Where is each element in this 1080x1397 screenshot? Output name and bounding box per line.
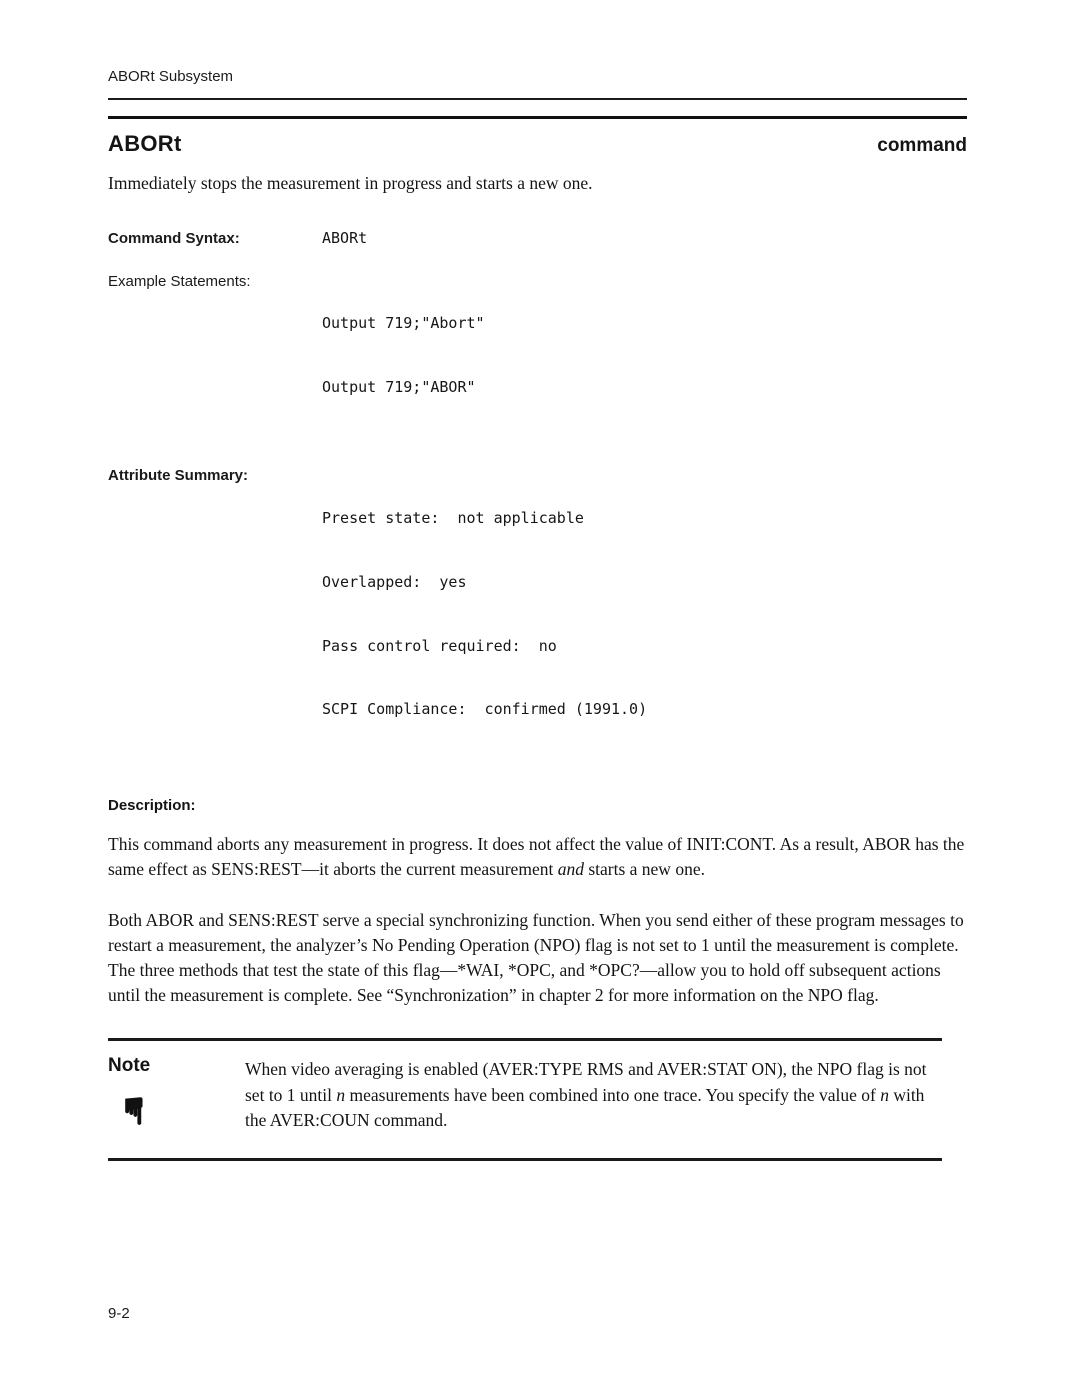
text-part-italic: n bbox=[880, 1084, 889, 1105]
command-syntax-label: Command Syntax: bbox=[108, 229, 240, 247]
description-label: Description: bbox=[108, 797, 196, 815]
command-summary: Immediately stops the measurement in progress and starts a new one. bbox=[108, 173, 593, 193]
attribute-summary-row bbox=[108, 465, 967, 763]
example-statement-line: Output 719;"ABOR" bbox=[322, 378, 476, 397]
note-label: Note bbox=[108, 1055, 151, 1077]
attribute-line: Pass control required: no bbox=[322, 636, 557, 655]
example-statements-label: Example Statements: bbox=[108, 272, 251, 290]
page-number: 9-2 bbox=[108, 1305, 130, 1322]
text-part: This command aborts any measurement in progress. It does not affect the value of INIT:CONT. As a result, ABOR has the same effect as SENS:REST—it aborts the current measurement bbox=[108, 834, 965, 880]
attribute-line: SCPI Compliance: confirmed (1991.0) bbox=[322, 700, 648, 719]
text-part: starts a new one. bbox=[583, 859, 705, 880]
command-syntax-row bbox=[108, 228, 967, 249]
attribute-summary-label: Attribute Summary: bbox=[108, 467, 249, 485]
text-part: with the AVER:COUN command. bbox=[245, 1084, 925, 1131]
command-type-label: command bbox=[877, 135, 967, 156]
note-block bbox=[108, 1038, 942, 1160]
command-title: ABORt bbox=[108, 131, 182, 156]
attribute-line: Preset state: not applicable bbox=[322, 508, 584, 527]
pointing-hand-glyph: ☛ bbox=[111, 1094, 156, 1129]
description-paragraph-2: Both ABOR and SENS:REST serve a special synchronizing function. When you send either of these program messages to restart a measurement, the analyzer’s No Pending Operation (NPO) flag is not set to 1 until the measurement is complete. The three methods that test the state of this flag—*WAI, *OPC, and *OPC?—allow you to hold off subsequent actions until the measurement is complete. See “Synchronization” in chapter 2 for more information on the NPO flag. bbox=[108, 910, 964, 1006]
running-header: ABORt Subsystem bbox=[108, 68, 234, 85]
description-paragraph-1 bbox=[108, 832, 967, 882]
attribute-line: Overlapped: yes bbox=[322, 572, 467, 591]
text-part: measurements have been combined into one trace. You specify the value of bbox=[345, 1084, 881, 1105]
title-row bbox=[108, 131, 967, 157]
pointing-hand-icon bbox=[112, 1089, 156, 1133]
note-text bbox=[245, 1055, 942, 1133]
text-part-italic: n bbox=[336, 1084, 346, 1105]
command-syntax-value: ABORt bbox=[322, 228, 368, 247]
header-rule bbox=[108, 98, 967, 100]
text-part: When video averaging is enabled (AVER:TYPE RMS and AVER:STAT ON), the NPO flag is not set to 1 until bbox=[245, 1059, 927, 1105]
example-statements-row bbox=[108, 271, 967, 441]
text-part-italic: and bbox=[557, 859, 584, 880]
example-statement-line: Output 719;"Abort" bbox=[322, 314, 485, 333]
section-top-rule bbox=[108, 116, 967, 119]
attribute-summary-lines bbox=[322, 465, 647, 763]
example-statements-lines bbox=[322, 271, 485, 441]
note-left-column bbox=[108, 1055, 245, 1133]
